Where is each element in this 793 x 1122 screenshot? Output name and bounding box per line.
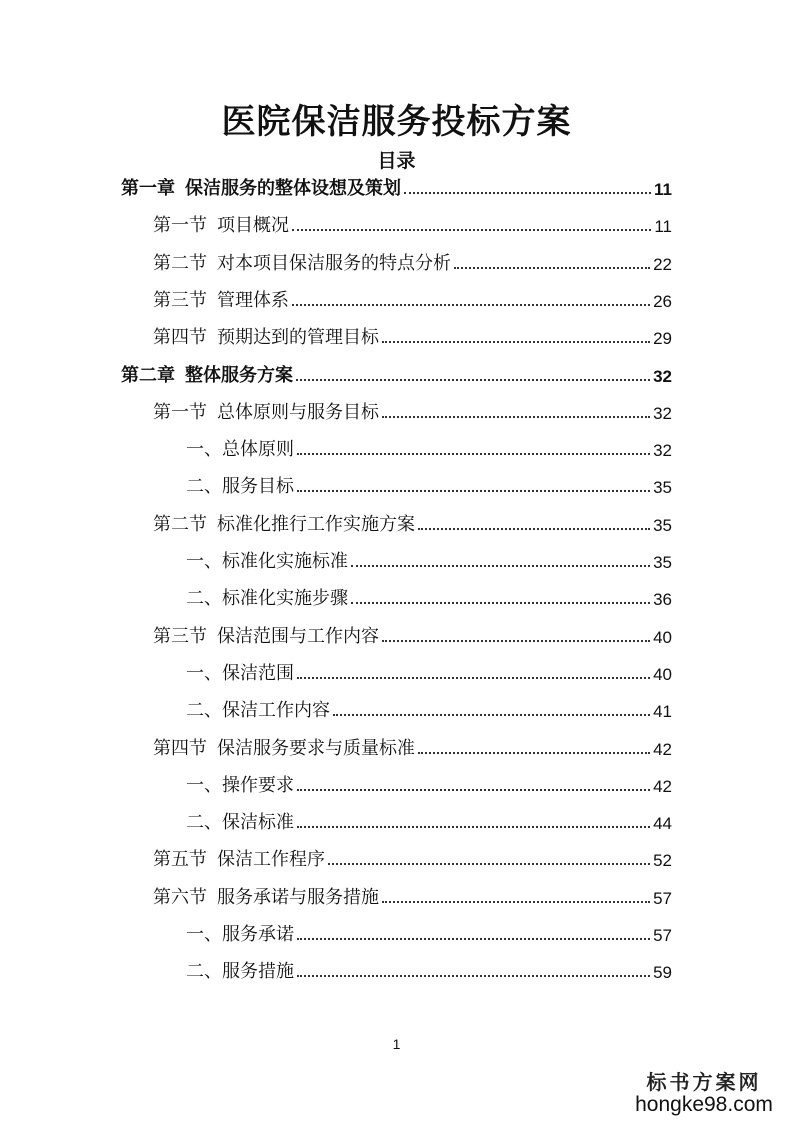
toc-entry-label — [121, 361, 293, 387]
toc-entry-page: 29 — [653, 329, 672, 349]
toc-entry-page: 11 — [654, 180, 672, 199]
toc-entry-prefix: 二、 — [186, 700, 222, 722]
toc-entry-text: 服务目标 — [222, 476, 294, 498]
toc-entry-prefix: 第一节 — [153, 401, 207, 423]
toc-entry-label — [153, 510, 415, 536]
toc-entry-text: 保洁范围 — [222, 662, 294, 684]
toc-leader-dots — [297, 789, 650, 791]
toc-entry-text: 服务承诺 — [222, 924, 294, 945]
toc-leader-dots — [382, 901, 650, 903]
toc-entry-label — [153, 211, 289, 237]
toc-entry-page: 35 — [653, 478, 672, 498]
toc-entry[interactable] — [153, 286, 672, 312]
toc-leader-dots — [296, 379, 650, 381]
toc-entry-page: 40 — [653, 627, 672, 647]
toc-entry-prefix: 第四节 — [153, 327, 207, 349]
toc-leader-dots — [382, 640, 650, 642]
toc-entry-prefix: 第二节 — [153, 513, 207, 535]
toc-entry-prefix: 第六节 — [153, 886, 207, 908]
toc-entry-text: 保洁服务要求与质量标准 — [217, 737, 415, 759]
toc-entry-page: 32 — [653, 441, 672, 461]
toc-entry-text: 保洁工作内容 — [222, 700, 330, 722]
toc-entry[interactable] — [153, 510, 672, 536]
toc-entry-label — [186, 771, 294, 797]
toc-entry-prefix: 第五节 — [153, 849, 207, 871]
toc-entry-text: 管理体系 — [217, 289, 289, 311]
toc-entry-label — [186, 472, 294, 498]
toc-entry-label — [153, 883, 379, 909]
page-number: 1 — [392, 1036, 401, 1052]
toc-entry-page: 42 — [653, 776, 672, 796]
toc-entry-prefix: 第一节 — [153, 215, 207, 237]
toc-entry-text: 项目概况 — [217, 215, 289, 237]
toc-entry-prefix: 一、 — [186, 439, 222, 461]
toc-entry-label — [186, 584, 348, 610]
toc-entry-label — [186, 920, 294, 946]
toc-entry[interactable] — [153, 323, 672, 349]
toc-entry-label — [186, 547, 348, 573]
toc-entry-page: 40 — [653, 664, 672, 684]
toc-entry-label — [153, 323, 379, 349]
toc-entry-prefix: 第二节 — [153, 252, 207, 274]
toc-entry-text: 整体服务方案 — [185, 364, 293, 386]
toc-leader-dots — [418, 752, 650, 754]
toc-leader-dots — [297, 826, 650, 828]
toc-entry-page: 57 — [653, 888, 672, 908]
toc-entry-label — [153, 249, 451, 275]
toc-entry-page: 35 — [653, 553, 672, 572]
toc-entry-label — [186, 696, 330, 722]
toc-entry[interactable] — [153, 734, 672, 760]
toc-entry-prefix: 第三节 — [153, 625, 207, 647]
toc-leader-dots — [351, 602, 650, 604]
toc-entry[interactable] — [186, 435, 672, 461]
toc-entry-label — [153, 286, 289, 312]
toc-entry-page: 22 — [653, 254, 672, 274]
toc-entry-prefix: 一、 — [186, 551, 222, 572]
toc-leader-dots — [404, 192, 651, 194]
watermark-brand: 标书方案网 — [646, 1070, 762, 1094]
toc-entry[interactable] — [186, 547, 672, 573]
toc-leader-dots — [297, 975, 650, 977]
toc-entry[interactable] — [186, 696, 672, 722]
toc-entry-text: 标准化实施标准 — [222, 551, 348, 572]
toc-entry-page: 52 — [653, 851, 672, 871]
toc-entry-text: 总体原则 — [222, 439, 294, 461]
toc-entry[interactable] — [186, 920, 672, 946]
toc-entry-prefix: 第三节 — [153, 289, 207, 311]
toc-entry-text: 保洁工作程序 — [217, 849, 325, 871]
toc-entry[interactable] — [153, 211, 672, 237]
toc-entry[interactable] — [186, 808, 672, 834]
toc-entry-page: 11 — [654, 217, 672, 237]
toc-entry-label — [153, 734, 415, 760]
toc-entry-prefix: 一、 — [186, 774, 222, 796]
toc-leader-dots — [297, 490, 650, 492]
toc-entry-text: 保洁服务的整体设想及策划 — [185, 178, 401, 199]
toc-entry[interactable] — [186, 771, 672, 797]
toc-entry-text: 服务承诺与服务措施 — [217, 886, 379, 908]
toc-leader-dots — [454, 267, 650, 269]
toc-entry-label — [186, 659, 294, 685]
toc-entry-page: 32 — [653, 403, 672, 423]
toc-leader-dots — [292, 229, 651, 231]
toc-entry-label — [186, 957, 294, 983]
toc-entry-text: 标准化实施步骤 — [222, 588, 348, 610]
document-title: 医院保洁服务投标方案 — [221, 102, 572, 142]
toc-leader-dots — [328, 863, 650, 865]
toc-leader-dots — [297, 938, 650, 940]
watermark-url: hongke98.com — [635, 1093, 773, 1116]
toc-leader-dots — [351, 565, 650, 567]
toc-entry-page: 59 — [653, 963, 672, 983]
toc-entry[interactable] — [153, 398, 672, 424]
toc-entry-label — [153, 398, 379, 424]
toc-entry-label — [153, 622, 379, 648]
toc-entry-label — [153, 845, 325, 871]
toc-entry[interactable] — [186, 659, 672, 685]
toc-entry[interactable] — [153, 845, 672, 871]
watermark-logo — [629, 1066, 779, 1117]
toc-leader-dots — [382, 416, 650, 418]
toc-entry-text: 服务措施 — [222, 961, 294, 983]
toc-entry-prefix: 二、 — [186, 961, 222, 983]
toc-leader-dots — [292, 304, 650, 306]
toc-entry-page: 26 — [653, 291, 672, 311]
toc-entry-prefix: 一、 — [186, 924, 222, 945]
toc-leader-dots — [382, 341, 650, 343]
toc-entry-text: 标准化推行工作实施方案 — [217, 513, 415, 535]
toc-entry-label — [186, 808, 294, 834]
toc-entry-page: 57 — [653, 926, 672, 945]
toc-leader-dots — [333, 714, 650, 716]
toc-entry-text: 操作要求 — [222, 774, 294, 796]
toc-entry[interactable] — [186, 957, 672, 983]
toc-entry[interactable] — [121, 174, 672, 200]
toc-entry-label — [186, 435, 294, 461]
toc-entry-prefix: 二、 — [186, 812, 222, 834]
toc-leader-dots — [297, 453, 650, 455]
toc-entry-text: 保洁范围与工作内容 — [217, 625, 379, 647]
toc-entry-page: 44 — [653, 814, 672, 834]
toc-entry-label — [121, 174, 401, 200]
toc-entry-prefix: 一、 — [186, 662, 222, 684]
toc-entry-prefix: 第一章 — [121, 178, 175, 199]
toc-entry-text: 保洁标准 — [222, 812, 294, 834]
toc-entry[interactable] — [186, 472, 672, 498]
toc-entry-text: 对本项目保洁服务的特点分析 — [217, 252, 451, 274]
toc-entry-text: 总体原则与服务目标 — [217, 401, 379, 423]
toc-entry-page: 41 — [653, 702, 672, 722]
toc-entry-prefix: 二、 — [186, 588, 222, 610]
toc-heading: 目录 — [377, 150, 416, 172]
toc-entry[interactable] — [153, 622, 672, 648]
toc-entry-prefix: 第二章 — [121, 364, 175, 386]
toc-entry-page: 35 — [653, 515, 672, 535]
toc-entry-page: 42 — [653, 739, 672, 759]
toc-entry-text: 预期达到的管理目标 — [217, 327, 379, 349]
toc-entry-page: 32 — [653, 366, 672, 386]
toc-leader-dots — [297, 677, 650, 679]
toc-entry-page: 36 — [653, 590, 672, 610]
toc-leader-dots — [418, 528, 650, 530]
toc-entry[interactable] — [153, 883, 672, 909]
toc-entry-prefix: 二、 — [186, 476, 222, 498]
toc-entry[interactable] — [153, 249, 672, 275]
toc-entry-prefix: 第四节 — [153, 737, 207, 759]
toc-entry[interactable] — [121, 361, 672, 387]
toc-entry[interactable] — [186, 584, 672, 610]
